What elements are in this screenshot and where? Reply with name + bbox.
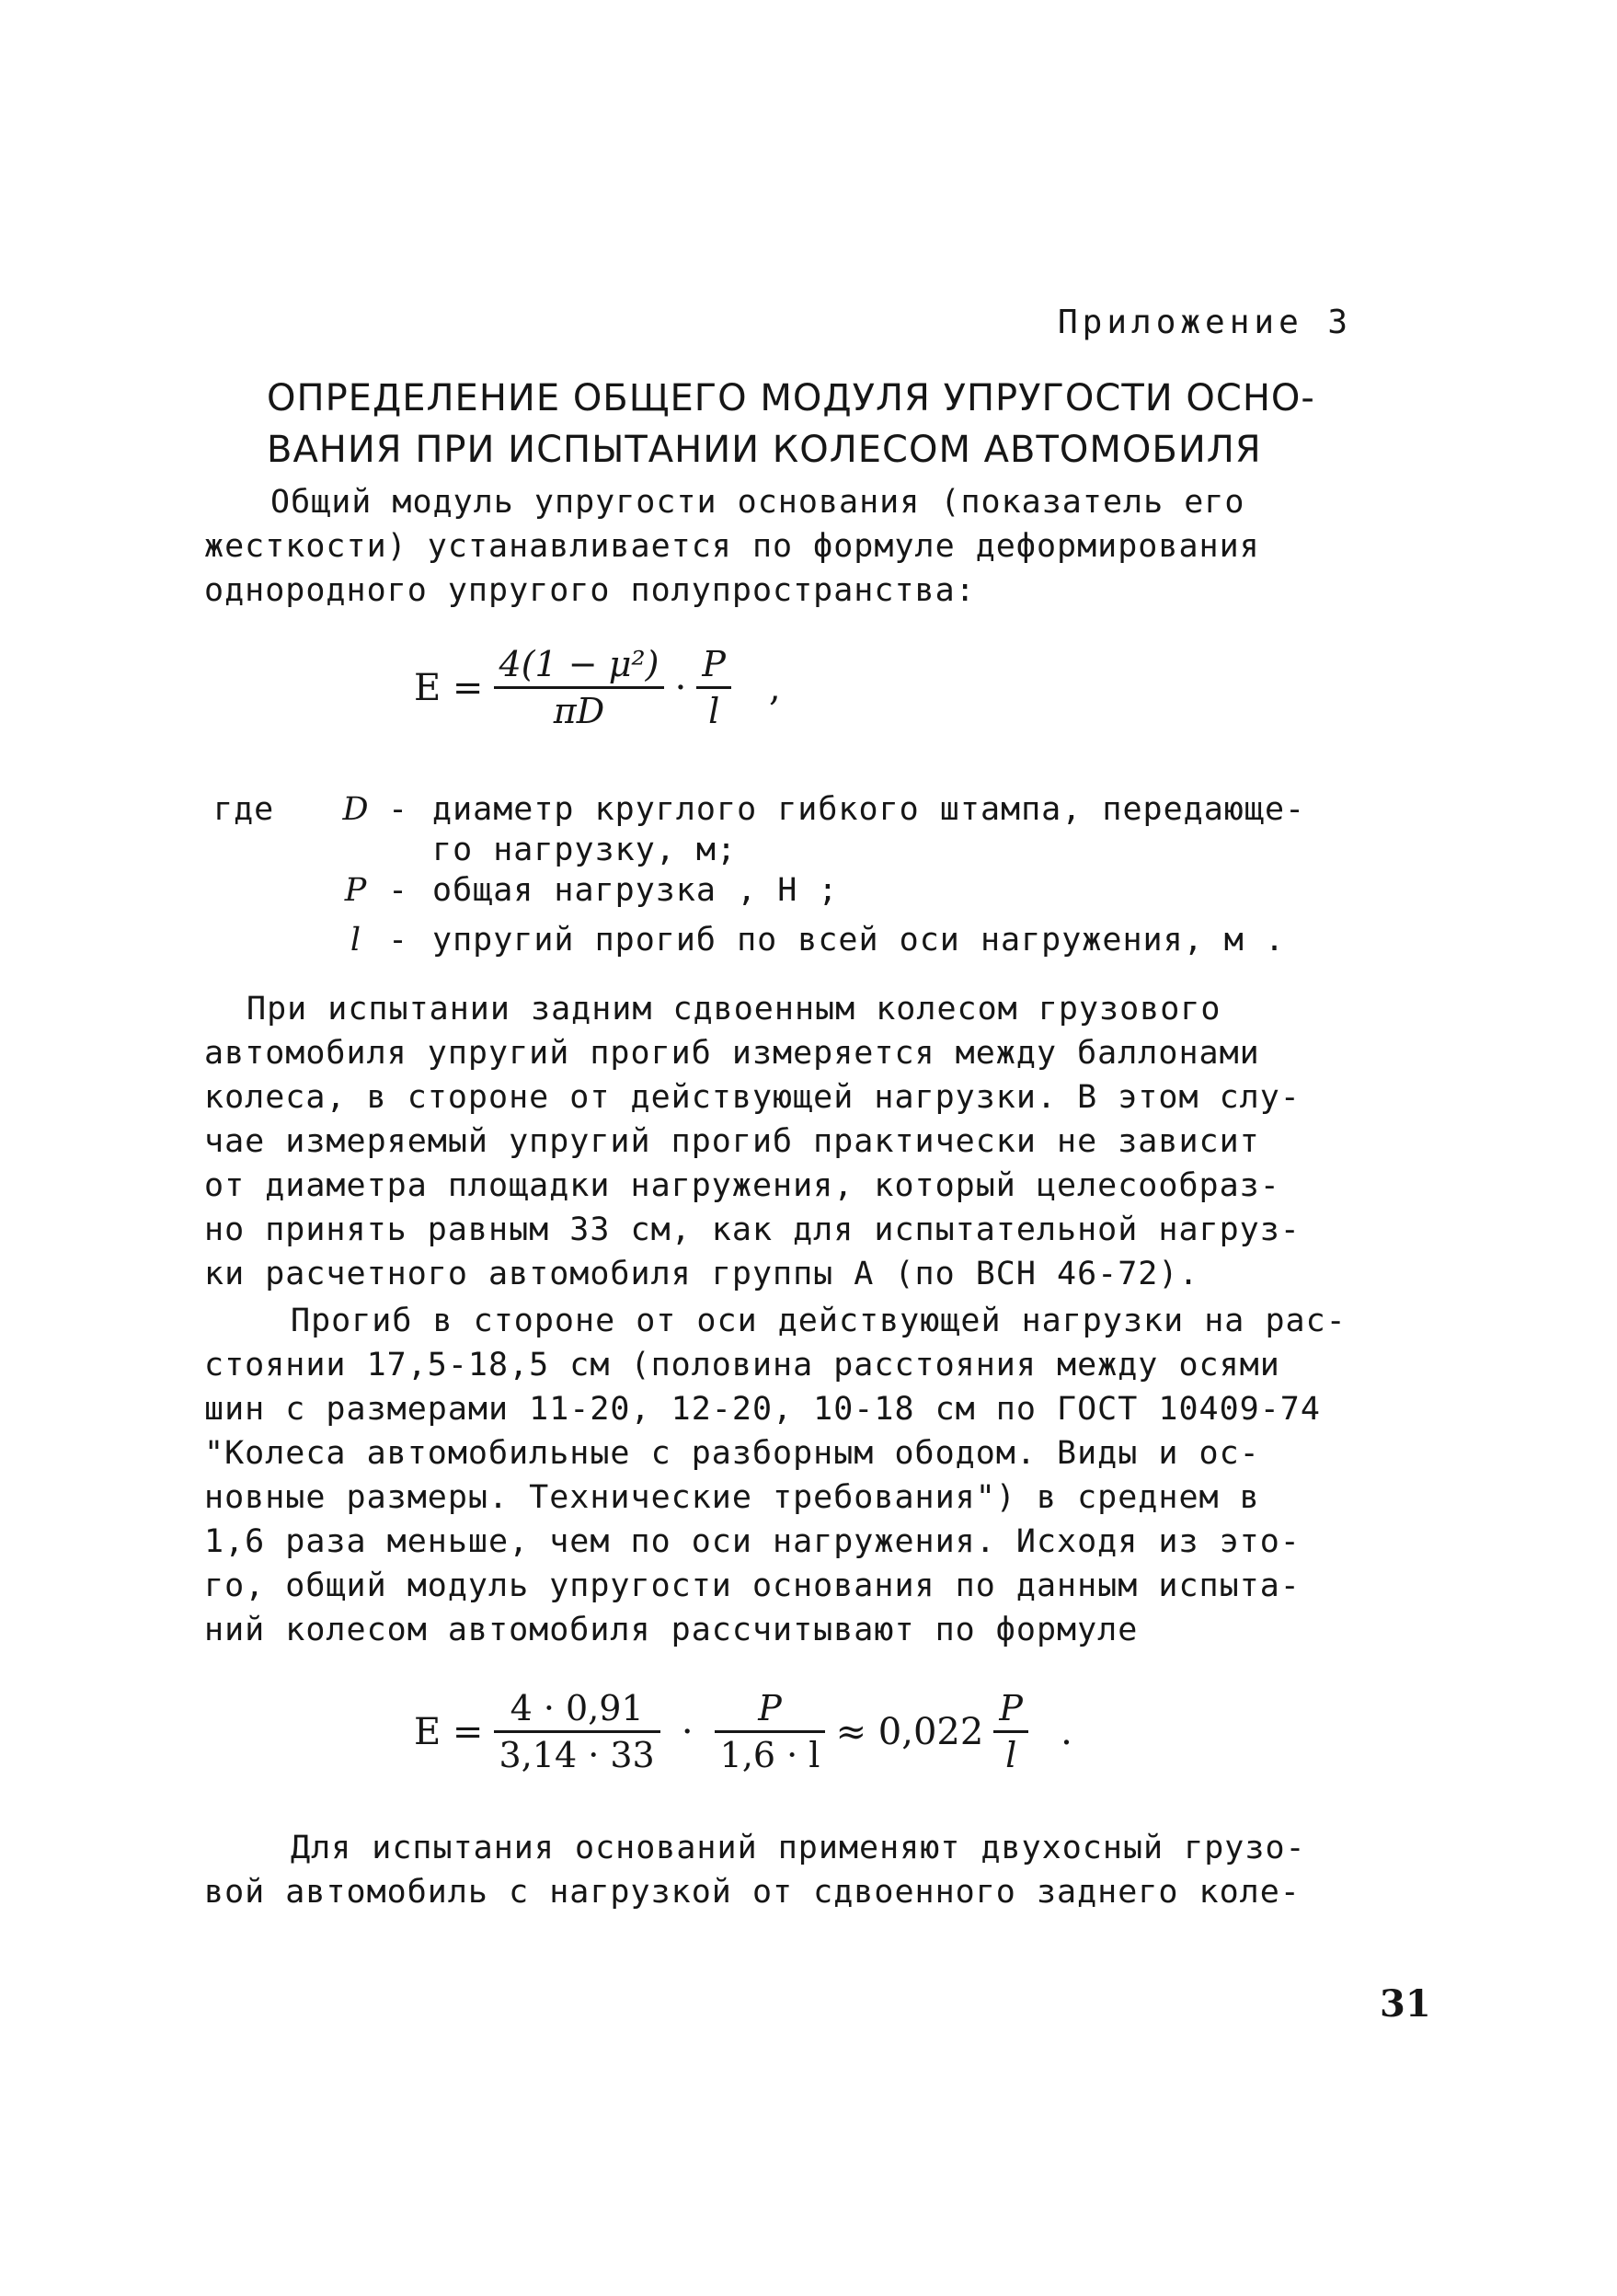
paragraph-line: ки расчетного автомобиля группы А (по ВСН 46-72).: [204, 1256, 1199, 1292]
paragraph-line: Общий модуль упругости основания (показатель его: [270, 484, 1245, 521]
fraction-numerator: P: [715, 1688, 826, 1733]
definition-symbol: D: [342, 791, 370, 828]
title-line-2: ВАНИЯ ПРИ ИСПЫТАНИИ КОЛЕСОМ АВТОМОБИЛЯ: [267, 429, 1262, 471]
paragraph-line: стоянии 17,5-18,5 см (половина расстояния между осями: [204, 1347, 1280, 1383]
wheel-modulus-formula: [414, 1688, 1072, 1775]
formula-tail: ,: [769, 666, 781, 709]
paragraph-line: колеса, в стороне от действующей нагрузки. В этом слу-: [204, 1079, 1301, 1116]
paragraph-line: При испытании задним сдвоенным колесом грузового: [247, 991, 1221, 1027]
intro-paragraph: [204, 480, 1260, 613]
definition-line: диаметр круглого гибкого штампа, передающе-: [432, 791, 1306, 828]
appendix-label: Приложение 3: [1058, 304, 1353, 341]
fraction-denominator: 1,6 · l: [719, 1735, 820, 1775]
fraction-numerator: 4(1 − μ²): [494, 644, 665, 689]
definition-dash: -: [388, 872, 409, 909]
paragraph-line: новные размеры. Технические требования") в среднем в: [204, 1479, 1260, 1516]
paragraph-line: но принять равным 33 см, как для испытательной нагруз-: [204, 1211, 1301, 1248]
fraction-numerator: 4 · 0,91: [494, 1688, 660, 1733]
multiply-dot: ·: [674, 666, 687, 709]
section-title: [267, 373, 1453, 476]
paragraph-line: Для испытания оснований применяют двухосный грузо-: [291, 1830, 1306, 1866]
paragraph-line: вой автомобиль с нагрузкой от сдвоенного заднего коле-: [204, 1874, 1301, 1911]
formula-fraction: [494, 1688, 660, 1775]
formula-fraction: [494, 644, 665, 731]
definition-dash: -: [388, 791, 409, 828]
definition-line: общая нагрузка , Н ;: [432, 872, 839, 909]
paragraph-line: от диаметра площадки нагружения, который целесообраз-: [204, 1167, 1280, 1204]
page-number: 31: [1380, 1982, 1431, 2026]
fraction-numerator: P: [696, 644, 731, 689]
paragraph-line: чае измеряемый упругий прогиб практически не зависит: [204, 1123, 1260, 1160]
formula-fraction: [993, 1688, 1028, 1775]
paragraph-line: ний колесом автомобиля рассчитывают по формуле: [204, 1612, 1139, 1648]
fraction-numerator: P: [993, 1688, 1028, 1733]
formula-fraction: [696, 644, 731, 731]
truck-paragraph: [204, 1826, 1306, 1914]
formula-tail: .: [1061, 1710, 1072, 1753]
paragraph-line: автомобиля упругий прогиб измеряется между баллонами: [204, 1035, 1260, 1072]
elastic-modulus-formula: [414, 644, 781, 731]
paragraph-line: Прогиб в стороне от оси действующей нагрузки на рас-: [291, 1303, 1347, 1339]
paragraph-line: жесткости) устанавливается по формуле деформирования: [204, 528, 1260, 565]
paragraph-line: го, общий модуль упругости основания по данным испыта-: [204, 1567, 1301, 1604]
fraction-denominator: πD: [553, 691, 605, 731]
where-label: где: [213, 791, 275, 828]
wheel-test-paragraph: [204, 987, 1301, 1296]
definition-text: [432, 789, 1617, 870]
definition-text: [432, 920, 1617, 960]
definition-symbol: l: [350, 922, 362, 959]
definition-dash: -: [388, 922, 409, 959]
fraction-denominator: 3,14 · 33: [499, 1735, 655, 1775]
paragraph-line: шин с размерами 11-20, 12-20, 10-18 см по ГОСТ 10409-74: [204, 1391, 1321, 1428]
formula-lhs: E =: [414, 666, 484, 709]
definition-text: [432, 870, 1617, 911]
formula-lhs: E =: [414, 1710, 484, 1753]
deflection-paragraph: [204, 1299, 1347, 1652]
definition-line: го нагрузку, м;: [432, 832, 738, 868]
paragraph-line: "Колеса автомобильные с разборным ободом. Виды и ос-: [204, 1435, 1260, 1472]
approx-coefficient: ≈ 0,022: [835, 1710, 984, 1753]
fraction-denominator: l: [708, 691, 720, 731]
paragraph-line: однородного упругого полупространства:: [204, 572, 976, 609]
multiply-dot: ·: [681, 1710, 694, 1753]
definition-symbol: P: [344, 872, 368, 909]
paragraph-line: 1,6 раза меньше, чем по оси нагружения. Исходя из это-: [204, 1523, 1301, 1560]
fraction-denominator: l: [1005, 1735, 1017, 1775]
title-line-1: ОПРЕДЕЛЕНИЕ ОБЩЕГО МОДУЛЯ УПРУГОСТИ ОСНО-: [267, 377, 1315, 419]
formula-fraction: [715, 1688, 826, 1775]
definition-line: упругий прогиб по всей оси нагружения, м .: [432, 922, 1286, 959]
